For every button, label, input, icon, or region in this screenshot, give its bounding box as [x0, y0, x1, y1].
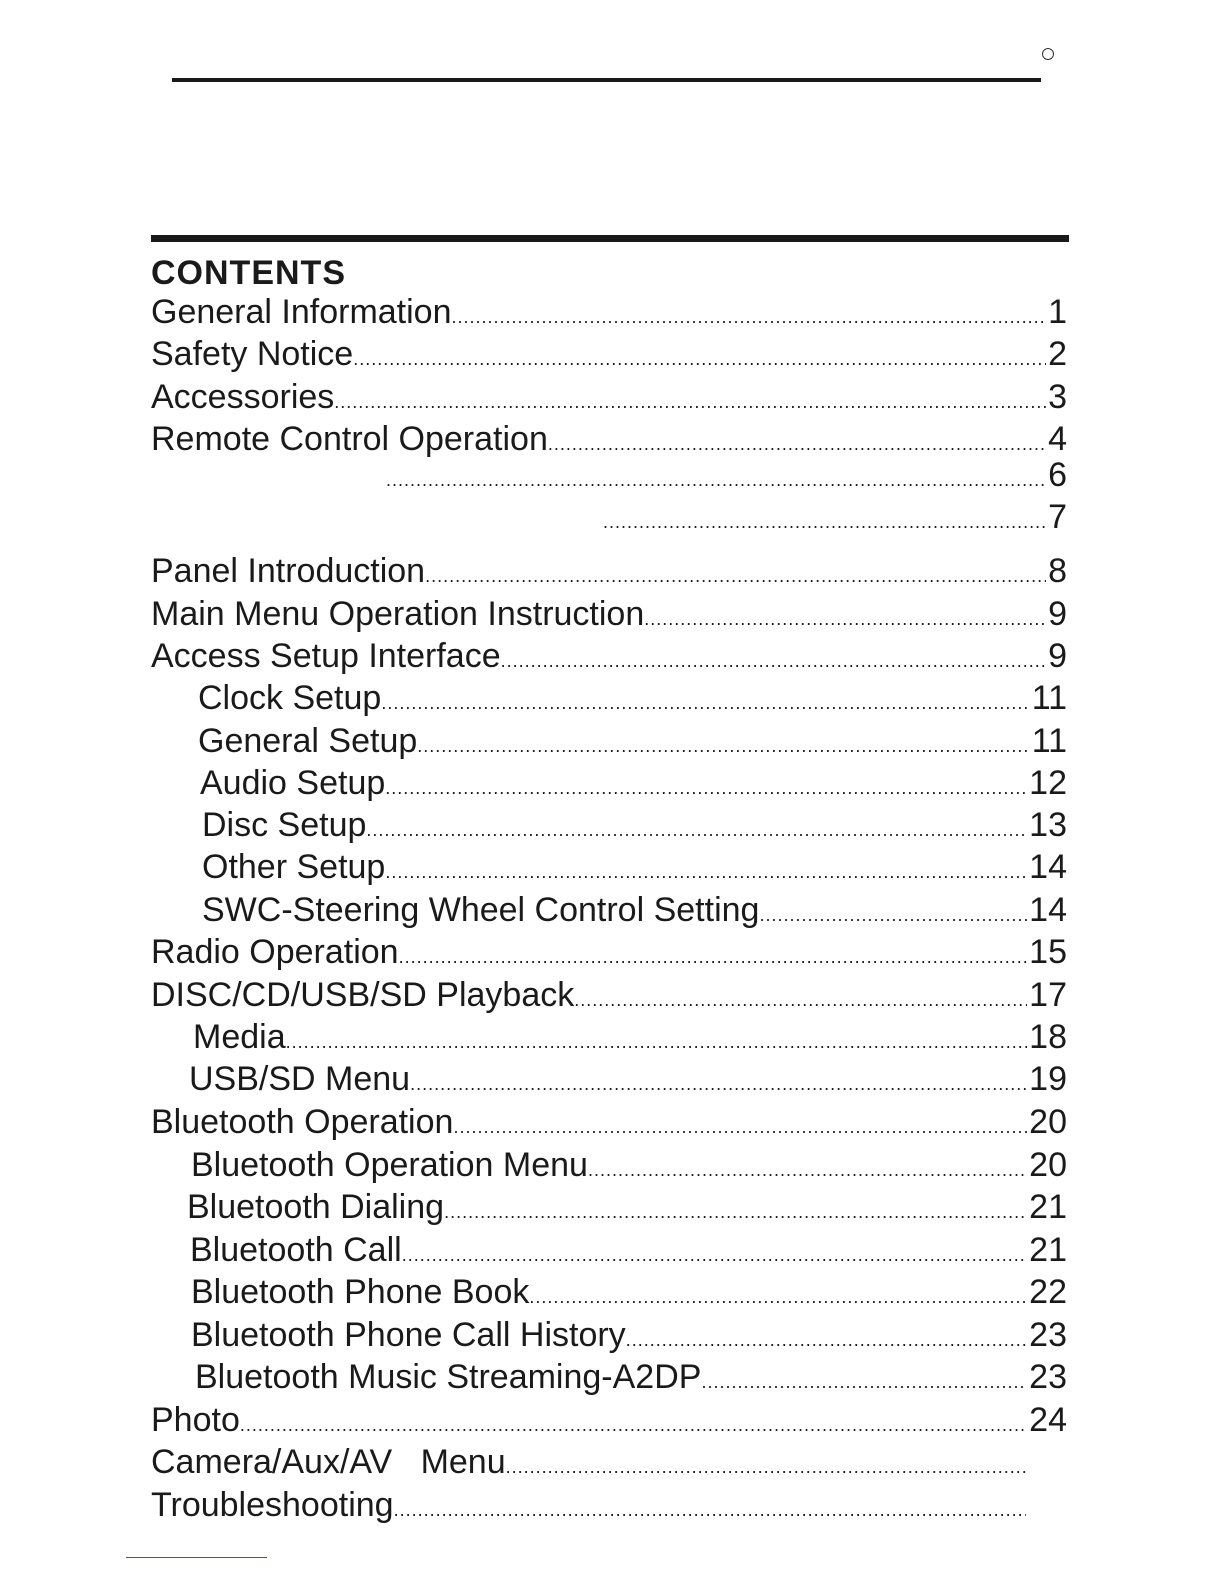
toc-entry-camera-aux-av-menu[interactable] — [151, 1441, 1031, 1483]
dot-leader — [574, 979, 1027, 1021]
dot-leader — [452, 296, 1047, 338]
toc-page-number: 9 — [1048, 637, 1067, 675]
toc-label: Main Menu Operation Instruction — [151, 595, 645, 633]
toc-page-number: 19 — [1029, 1060, 1067, 1098]
toc-label: Audio Setup — [200, 764, 386, 802]
toc-page-number: 23 — [1029, 1316, 1067, 1354]
toc-label: USB/SD Menu — [189, 1060, 411, 1098]
dot-leader — [334, 381, 1046, 423]
dot-leader — [501, 640, 1046, 682]
toc-entry-other-setup[interactable] — [202, 846, 1067, 888]
toc-entry-general-information[interactable] — [151, 291, 1067, 333]
toc-entry-radio-operation[interactable] — [151, 931, 1067, 973]
toc-entry-media[interactable] — [193, 1016, 1067, 1058]
toc-page-number: 2 — [1048, 335, 1067, 373]
dot-leader — [588, 1149, 1027, 1191]
toc-label: Bluetooth Operation Menu — [191, 1146, 588, 1184]
toc-page-number: 22 — [1029, 1273, 1067, 1311]
toc-label: SWC-Steering Wheel Control Setting — [202, 891, 760, 929]
toc-entry-disc-setup[interactable] — [202, 804, 1067, 846]
toc-entry-bluetooth-music-streaming-a2dp[interactable] — [195, 1356, 1067, 1398]
toc-entry-troubleshooting[interactable] — [151, 1484, 1028, 1526]
dot-leader — [603, 501, 1046, 543]
toc-page-number: 18 — [1029, 1018, 1067, 1056]
toc-label: Bluetooth Music Streaming-A2DP — [195, 1358, 702, 1396]
dot-leader — [410, 1063, 1027, 1105]
toc-page-number: 15 — [1029, 933, 1067, 971]
dot-leader — [759, 894, 1027, 936]
toc-label: Disc Setup — [202, 806, 367, 844]
toc-label: Panel Introduction — [151, 552, 426, 590]
toc-page-number: 23 — [1029, 1358, 1067, 1396]
toc-page-number: 6 — [1048, 456, 1067, 494]
dot-leader — [394, 1489, 1026, 1531]
toc-entry-clock-setup[interactable] — [198, 677, 1067, 719]
toc-entry-unlabeled-page-6[interactable] — [386, 454, 1067, 496]
toc-page-number: 17 — [1029, 976, 1067, 1014]
toc-entry-bluetooth-phone-book[interactable] — [191, 1271, 1067, 1313]
toc-entry-bluetooth-call[interactable] — [190, 1229, 1067, 1271]
toc-page-number: 3 — [1048, 378, 1067, 416]
dot-leader — [506, 1446, 1029, 1488]
dot-leader — [381, 682, 1029, 724]
toc-entry-access-setup-interface[interactable] — [151, 635, 1067, 677]
toc-label: Troubleshooting — [151, 1486, 394, 1524]
toc-page-number: 9 — [1048, 595, 1067, 633]
dot-leader — [402, 1234, 1027, 1276]
toc-label: Bluetooth Dialing — [187, 1188, 445, 1226]
toc-page-number: 20 — [1029, 1146, 1067, 1184]
toc-page-number: 14 — [1029, 891, 1067, 929]
toc-page-number: 13 — [1029, 806, 1067, 844]
toc-page-number: 24 — [1029, 1401, 1067, 1439]
toc-page-number: 4 — [1048, 420, 1067, 458]
dot-leader — [444, 1191, 1027, 1233]
toc-label: Accessories — [151, 378, 335, 416]
page-title: CONTENTS — [151, 254, 346, 292]
toc-label: Bluetooth Phone Book — [191, 1273, 530, 1311]
toc-entry-main-menu-operation-instruction[interactable] — [151, 593, 1067, 635]
dot-leader — [286, 1021, 1028, 1063]
dot-leader — [399, 936, 1028, 978]
toc-label: Photo — [151, 1401, 240, 1439]
dot-leader — [385, 767, 1027, 809]
toc-page-number: 1 — [1048, 293, 1067, 331]
toc-entry-general-setup[interactable] — [198, 720, 1067, 762]
toc-entry-accessories[interactable] — [151, 376, 1067, 418]
toc-entry-bluetooth-operation[interactable] — [151, 1101, 1067, 1143]
toc-entry-usb-sd-menu[interactable] — [189, 1058, 1067, 1100]
dot-leader — [529, 1276, 1027, 1318]
toc-label: Remote Control Operation — [151, 420, 548, 458]
toc-entry-bluetooth-operation-menu[interactable] — [191, 1144, 1067, 1186]
dot-leader — [425, 555, 1046, 597]
dot-leader — [366, 809, 1027, 851]
toc-page-number: 12 — [1029, 764, 1067, 802]
toc-label: Bluetooth Phone Call History — [191, 1316, 626, 1354]
toc-label: General Setup — [198, 722, 418, 760]
dot-leader — [701, 1361, 1027, 1403]
toc-entry-disc-cd-usb-sd-playback[interactable] — [151, 974, 1067, 1016]
toc-page-number: 21 — [1029, 1231, 1067, 1269]
toc-entry-audio-setup[interactable] — [200, 762, 1067, 804]
dot-leader — [453, 1106, 1027, 1148]
toc-entry-unlabeled-page-7[interactable] — [603, 496, 1067, 538]
toc-label: Access Setup Interface — [151, 637, 501, 675]
toc-page-number: 20 — [1029, 1103, 1067, 1141]
toc-page-number: 8 — [1048, 552, 1067, 590]
dot-leader — [417, 725, 1029, 767]
footer-link-underline — [126, 1557, 267, 1558]
toc-entry-safety-notice[interactable] — [151, 333, 1067, 375]
toc-label: Bluetooth Operation — [151, 1103, 454, 1141]
toc-entry-photo[interactable] — [151, 1399, 1067, 1441]
dot-leader — [386, 459, 1046, 501]
toc-page-number: 11 — [1031, 679, 1067, 717]
toc-label: DISC/CD/USB/SD Playback — [151, 976, 575, 1014]
toc-page-number: 21 — [1029, 1188, 1067, 1226]
toc-label: Radio Operation — [151, 933, 399, 971]
toc-entry-swc-steering-wheel-control-setting[interactable] — [202, 889, 1067, 931]
toc-label: Safety Notice — [151, 335, 354, 373]
toc-page-number: 11 — [1031, 722, 1067, 760]
dot-leader — [385, 851, 1027, 893]
dot-leader — [626, 1319, 1027, 1361]
toc-label: Media — [193, 1018, 286, 1056]
toc-entry-panel-introduction[interactable] — [151, 550, 1067, 592]
toc-label: General Information — [151, 293, 452, 331]
toc-label: Other Setup — [202, 848, 386, 886]
dot-leader — [353, 338, 1046, 380]
dot-leader — [240, 1404, 1027, 1446]
toc-label: Bluetooth Call — [190, 1231, 402, 1269]
toc-entry-bluetooth-dialing[interactable] — [187, 1186, 1067, 1228]
toc-label: Clock Setup — [198, 679, 382, 717]
toc-page-number: 14 — [1029, 848, 1067, 886]
toc-page-number: 7 — [1048, 498, 1067, 536]
toc-label: Camera/Aux/AV Menu — [151, 1443, 506, 1481]
dot-leader — [644, 598, 1046, 640]
toc-entry-bluetooth-phone-call-history[interactable] — [191, 1314, 1067, 1356]
